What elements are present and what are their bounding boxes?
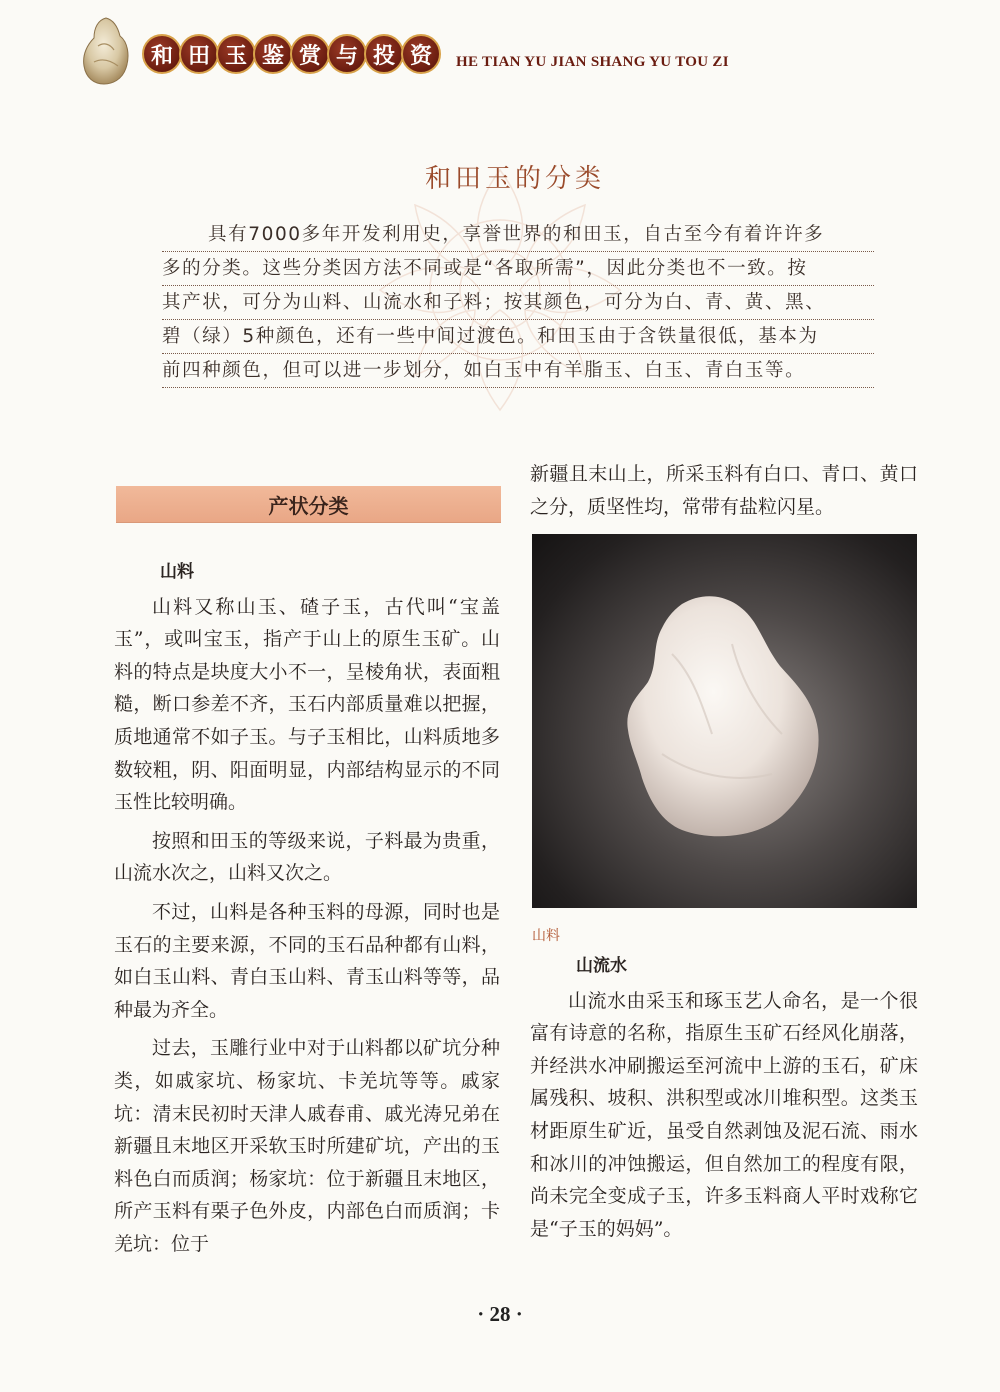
title-char: 玉: [216, 34, 256, 74]
body-paragraph: 山料又称山玉、碴子玉，古代叫“宝盖玉”，或叫宝玉，指产于山上的原生玉矿。山料的特点是块度大小不一，呈棱角状，表面粗糙，断口参差不齐，玉石内部质量难以把握，质地通常不如子玉。与子玉相比，山料质地多数较粗，阴、阳面明显，内部结构显示的不同玉性比较明确。: [114, 595, 500, 814]
right-column-top: [530, 458, 918, 523]
intro-line: 其产状，可分为山料、山流水和子料；按其颜色，可分为白、青、黄、黑、: [162, 286, 874, 320]
title-char: 投: [364, 34, 404, 74]
title-char: 与: [327, 34, 367, 74]
intro-line: 多的分类。这些分类因方法不同或是“各取所需”，因此分类也不一致。按: [162, 252, 874, 286]
title-char: 和: [142, 34, 182, 74]
section-title: 和田玉的分类: [424, 164, 605, 194]
photo-caption: 山料: [532, 928, 560, 944]
subsection-title-bar: [116, 486, 501, 522]
body-paragraph: 过去，玉雕行业中对于山料都以矿坑分种类，如戚家坑、杨家坑、卡羌坑等等。戚家坑：清末民初时天津人戚春甫、戚光涛兄弟在新疆且末地区开采软玉时所建矿坑，产出的玉料色白而质润；杨家坑：位于新疆且末地区，所产玉料有栗子色外皮，内部色白而质润；卡羌坑：位于: [114, 1037, 500, 1255]
book-title: [142, 34, 438, 74]
shanliushui-heading: 山流水: [576, 956, 627, 976]
intro-line: 前四种颜色，但可以进一步划分，如白玉中有羊脂玉、白玉、青白玉等。: [162, 354, 874, 388]
page-header: [0, 0, 1000, 100]
title-char: 资: [401, 34, 441, 74]
page-number: · 28 ·: [477, 1302, 523, 1326]
body-paragraph: 不过，山料是各种玉料的母源，同时也是玉石的主要来源，不同的玉石品种都有山料，如白玉山料、青白玉山料、青玉山料等等，品种最为齐全。: [114, 900, 500, 1021]
intro-line: 具有7000多年开发利用史，享誉世界的和田玉，自古至今有着许许多: [162, 218, 874, 252]
jade-carving-icon: [80, 16, 132, 86]
raw-jade-stone-icon: [532, 534, 917, 908]
intro-paragraph: [162, 218, 874, 388]
shanliao-heading: 山料: [160, 562, 194, 582]
subsection-title: 产状分类: [268, 493, 349, 518]
title-char: 赏: [290, 34, 330, 74]
title-char: 鉴: [253, 34, 293, 74]
title-char: 田: [179, 34, 219, 74]
intro-line: 碧（绿）5种颜色，还有一些中间过渡色。和田玉由于含铁量很低，基本为: [162, 320, 874, 354]
book-title-pinyin: HE TIAN YU JIAN SHANG YU TOU ZI: [456, 54, 729, 70]
right-column-bottom: [530, 950, 918, 1245]
body-paragraph: 按照和田玉的等级来说，子料最为贵重，山流水次之，山料又次之。: [114, 829, 500, 885]
body-paragraph: 新疆且末山上，所采玉料有白口、青口、黄口之分，质坚性均，常带有盐粒闪星。: [530, 463, 918, 518]
body-paragraph: 山流水由采玉和琢玉艺人命名，是一个很富有诗意的名称，指原生玉矿石经风化崩落，并经洪水冲刷搬运至河流中上游的玉石，矿床属残积、坡积、洪积型或冰川堆积型。这类玉材距原生矿近，虽受自然剥蚀及泥石流、雨水和冰川的冲蚀搬运，但自然加工的程度有限，尚未完全变成子玉，许多玉料商人平时戏称它是“子玉的妈妈”。: [530, 989, 918, 1240]
jade-photo: [532, 534, 917, 908]
left-column: [114, 556, 500, 1260]
